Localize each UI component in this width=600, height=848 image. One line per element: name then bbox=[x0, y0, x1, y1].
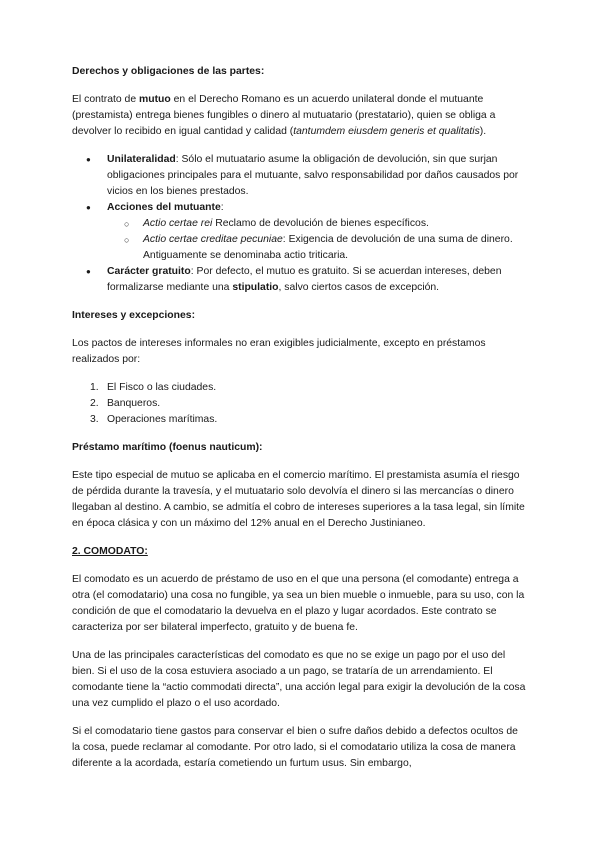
document-page bbox=[72, 64, 528, 784]
paragraph-comodato-1: El comodato es un acuerdo de préstamo de uso en el que una persona (el comodante) entrega a otra (el comodatario) una cosa no fungible, ya sea un bien mueble o inmueble, para su uso, con la condición de que el comodatario la devuelva en el plazo y lugar acordados. Este contrato se caracteriza por ser bilateral imperfecto, gratuito y de buena fe. bbox=[72, 574, 525, 633]
paragraph-prestamo-maritimo: Este tipo especial de mutuo se aplicaba en el comercio marítimo. El prestamista asumía el riesgo de pérdida durante la travesía, y el mutuatario solo devolvía el dinero si las mercancías o dinero llegaban al destino. A cambio, se admitía el cobro de intereses superiores a la tasa legal, sin límite en época clásica y con un máximo del 12% anual en el Derecho Justinianeo. bbox=[72, 470, 525, 529]
list-item: 1. El Fisco o las ciudades. bbox=[90, 382, 217, 393]
bullet-unilateralidad: ● Unilateralidad: Sólo el mutuatario asume la obligación de devolución, sin que surjan obligaciones principales para el mutuante, salvo responsabilidad por daños causados por vicios en los bienes prestados. bbox=[72, 152, 528, 200]
sub-bullet-actio-pecuniae: ○ Actio certae creditae pecuniae: Exigencia de devolución de una suma de dinero. Antiguamente se denominaba actio triticaria. bbox=[72, 232, 528, 264]
paragraph-mutuo-intro: El contrato de mutuo en el Derecho Romano es un acuerdo unilateral donde el mutuante (prestamista) entrega bienes fungibles o dinero al mutuatario (prestatario), quien se obliga a devolver lo recibido en igual cantidad y calidad (tantumdem eiusdem generis et qualitatis). bbox=[72, 94, 496, 137]
bullet-list-mutuo bbox=[72, 152, 528, 296]
paragraph-intereses: Los pactos de intereses informales no eran exigibles judicialmente, excepto en préstamos realizados por: bbox=[72, 338, 486, 365]
bullet-caracter-gratuito: ● Carácter gratuito: Por defecto, el mutuo es gratuito. Si se acuerdan intereses, deben formalizarse mediante una stipulatio, salvo ciertos casos de excepción. bbox=[72, 264, 528, 296]
paragraph-comodato-2: Una de las principales características del comodato es que no se exige un pago por el uso del bien. Si el uso de la cosa estuviera asociado a un pago, se trataría de un arrendamiento. El comodante tiene la “actio commodati directa”, una acción legal para exigir la devolución de la cosa una vez cumplido el plazo o el uso acordado. bbox=[72, 650, 526, 709]
list-item: 2. Banqueros. bbox=[90, 398, 161, 409]
numbered-list-excepciones bbox=[72, 380, 528, 428]
sub-bullet-actio-certae-rei: ○ Actio certae rei Reclamo de devolución de bienes específicos. bbox=[72, 216, 528, 232]
list-item: 3. Operaciones marítimas. bbox=[90, 414, 218, 425]
heading-comodato: 2. COMODATO: bbox=[72, 546, 148, 557]
heading-prestamo-maritimo: Préstamo marítimo (foenus nauticum): bbox=[72, 442, 263, 453]
heading-derechos: Derechos y obligaciones de las partes: bbox=[72, 66, 265, 77]
bullet-acciones: ● Acciones del mutuante: ○ Actio certae rei Reclamo de devolución de bienes específicos. ○ Actio certae creditae pecuniae: Exigencia de devolución de una suma de dinero. Antiguamente se denominaba actio triticaria. bbox=[72, 200, 528, 264]
sub-list-acciones bbox=[107, 216, 528, 264]
heading-intereses: Intereses y excepciones: bbox=[72, 310, 196, 321]
paragraph-comodato-3: Si el comodatario tiene gastos para conservar el bien o sufre daños debido a defectos ocultos de la cosa, puede reclamar al comodante. Por otro lado, si el comodatario utiliza la cosa de manera diferente a la acordada, estaría cometiendo un furtum usus. Sin embargo, bbox=[72, 726, 518, 769]
